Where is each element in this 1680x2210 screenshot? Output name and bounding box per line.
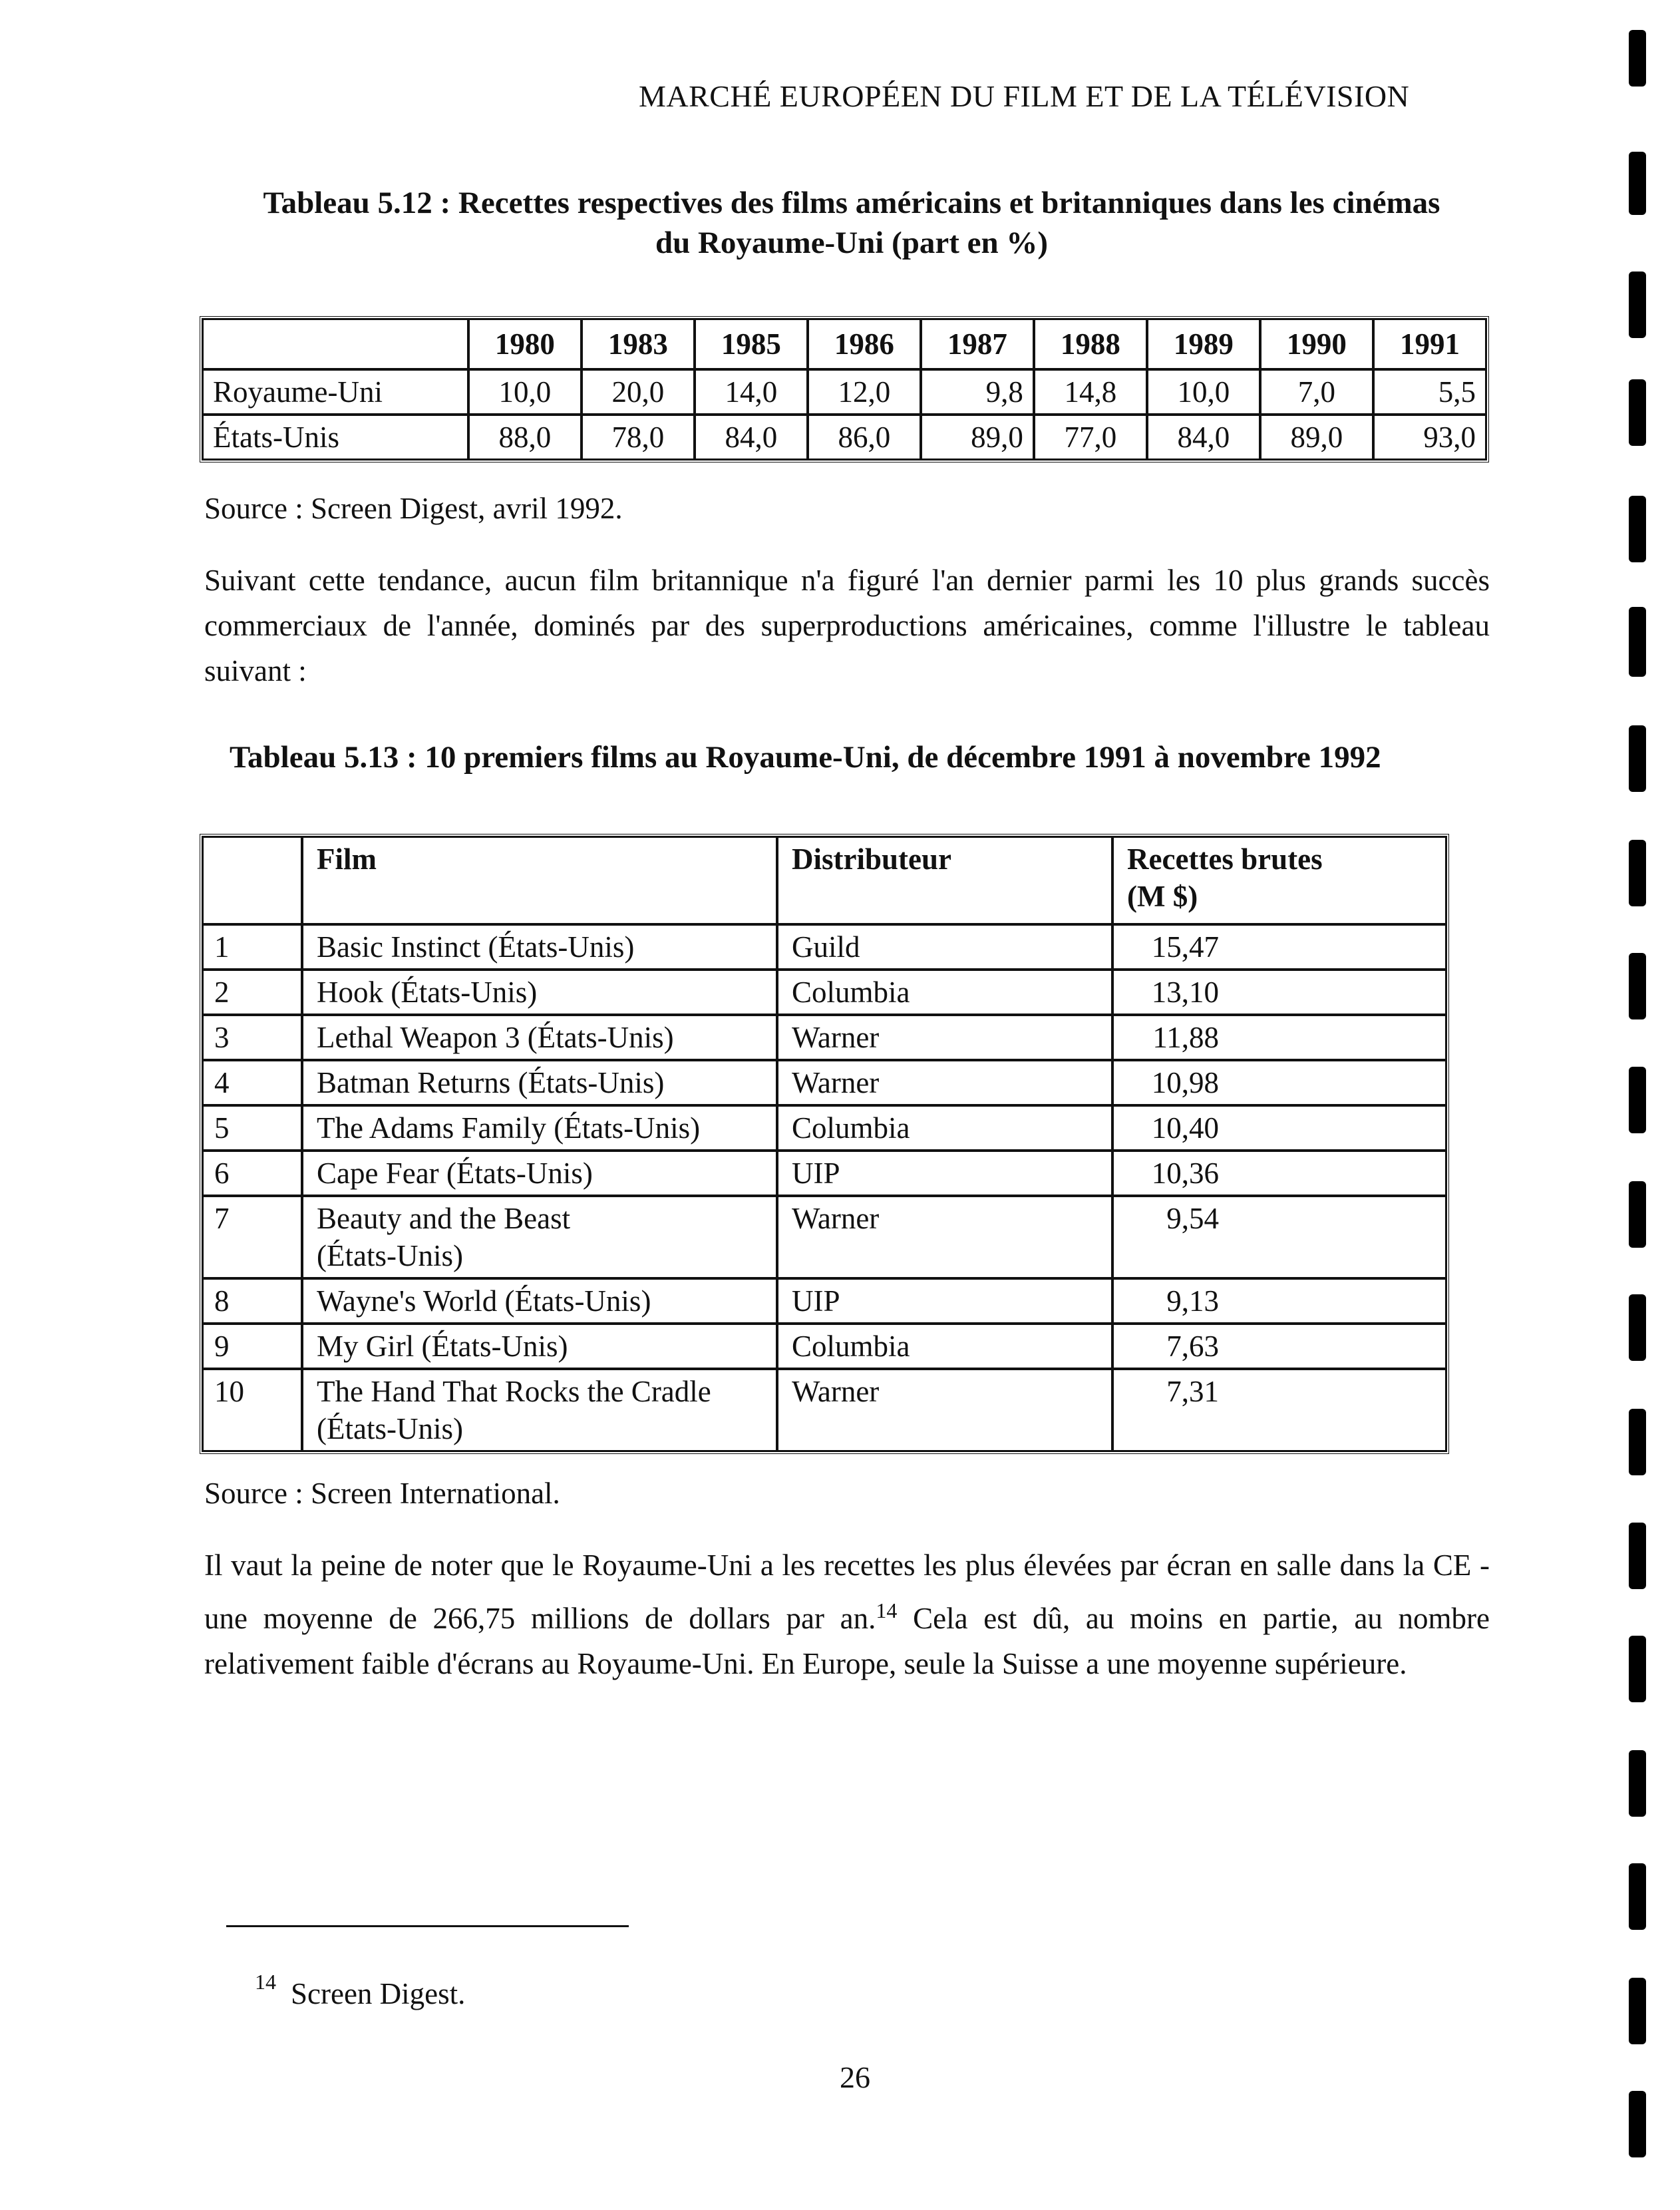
table1-year-header: 1989 (1147, 319, 1260, 369)
film-cell (302, 1105, 777, 1151)
film-cell (302, 970, 777, 1015)
table2-caption: Tableau 5.13 : 10 premiers films au Royaume-Uni, de décembre 1991 à novembre 1992 (230, 740, 1381, 775)
table-row (202, 1369, 1446, 1451)
rank-cell: 5 (202, 1105, 302, 1151)
running-head: MARCHÉ EUROPÉEN DU FILM ET DE LA TÉLÉVISION (639, 79, 1410, 113)
table1-cell: 7,0 (1260, 369, 1373, 415)
film-cell (302, 924, 777, 970)
film-title: Basic Instinct (États-Unis) (317, 930, 635, 964)
table1-cell: 14,0 (695, 369, 808, 415)
table1-cell: 20,0 (582, 369, 695, 415)
distributor-cell: Columbia (777, 970, 1112, 1015)
table2-gross-header (1112, 836, 1446, 924)
table2-top-films (200, 834, 1449, 1454)
film-cell (302, 1369, 777, 1451)
binding-mark (1629, 725, 1646, 792)
gross-cell: 10,98 (1112, 1060, 1446, 1105)
film-cell (302, 1324, 777, 1369)
table1-cell: 78,0 (582, 415, 695, 460)
table1-cell: 86,0 (808, 415, 921, 460)
gross-cell: 15,47 (1112, 924, 1446, 970)
table1-row-uk (202, 369, 1486, 415)
binding-mark (1629, 1067, 1646, 1133)
table1-revenue-share (200, 316, 1489, 462)
table2-gross-header-line1: Recettes brutes (1127, 842, 1323, 876)
binding-mark (1629, 30, 1646, 87)
table1-header-row (202, 319, 1486, 369)
rank-cell: 9 (202, 1324, 302, 1369)
table-row (202, 1324, 1446, 1369)
film-cell (302, 1060, 777, 1105)
film-cell (302, 1278, 777, 1324)
rank-cell: 1 (202, 924, 302, 970)
table1-cell: 93,0 (1373, 415, 1486, 460)
table1-year-header: 1986 (808, 319, 921, 369)
binding-mark (1629, 840, 1646, 906)
table2-header-row (202, 836, 1446, 924)
binding-mark (1629, 1409, 1646, 1475)
table1-cell: 10,0 (1147, 369, 1260, 415)
distributor-cell: UIP (777, 1278, 1112, 1324)
table2-rank-header (202, 836, 302, 924)
table1-cell: 89,0 (921, 415, 1034, 460)
binding-mark (1629, 272, 1646, 338)
table1-cell: 89,0 (1260, 415, 1373, 460)
film-cell (302, 1151, 777, 1196)
footnote-text: Screen Digest. (291, 1977, 466, 2010)
table1-corner-cell (202, 319, 468, 369)
distributor-cell: Columbia (777, 1324, 1112, 1369)
film-cell (302, 1196, 777, 1278)
binding-mark (1629, 2091, 1646, 2157)
binding-mark (1629, 1978, 1646, 2044)
table1-year-header: 1983 (582, 319, 695, 369)
footnote-rule (226, 1925, 629, 1927)
film-title: Cape Fear (États-Unis) (317, 1157, 593, 1190)
binding-mark (1629, 1636, 1646, 1702)
table1-cell: 12,0 (808, 369, 921, 415)
table1-year-header: 1990 (1260, 319, 1373, 369)
gross-cell: 9,13 (1112, 1278, 1446, 1324)
rank-cell: 4 (202, 1060, 302, 1105)
table2-gross-header-line2: (M $) (1127, 880, 1198, 913)
table1-cell: 14,8 (1034, 369, 1147, 415)
gross-cell: 11,88 (1112, 1015, 1446, 1060)
rank-cell: 10 (202, 1369, 302, 1451)
film-title: My Girl (États-Unis) (317, 1330, 568, 1363)
table1-caption (213, 183, 1490, 263)
film-title: The Adams Family (États-Unis) (317, 1111, 701, 1145)
table-row (202, 1105, 1446, 1151)
table1-caption-line1: Tableau 5.12 : Recettes respectives des films américains et britanniques dans les cinémas (263, 186, 1440, 220)
film-title: Wayne's World (États-Unis) (317, 1284, 651, 1318)
footnote (255, 1970, 465, 2011)
table1-cell: 77,0 (1034, 415, 1147, 460)
binding-mark (1629, 953, 1646, 1019)
distributor-cell: Warner (777, 1015, 1112, 1060)
gross-cell: 13,10 (1112, 970, 1446, 1015)
film-title: Lethal Weapon 3 (États-Unis) (317, 1021, 674, 1054)
table1-row-us (202, 415, 1486, 460)
table1-source: Source : Screen Digest, avril 1992. (204, 492, 623, 525)
table1-year-header: 1991 (1373, 319, 1486, 369)
table1-caption-line2: du Royaume-Uni (part en %) (655, 226, 1049, 260)
table1-row-label: Royaume-Uni (202, 369, 468, 415)
gross-cell: 9,54 (1112, 1196, 1446, 1278)
footnote-number: 14 (255, 1970, 276, 1994)
distributor-cell: Warner (777, 1369, 1112, 1451)
table1-row-label: États-Unis (202, 415, 468, 460)
distributor-cell: Columbia (777, 1105, 1112, 1151)
paragraph-2-text-a: Il vaut la peine de noter que le Royaume-Uni a les recettes les plus élevées par écran en salle dans la CE - une moyenne de 266,75 millions de dollars par an. (204, 1549, 1490, 1635)
footnote-reference: 14 (876, 1598, 898, 1622)
film-title-line2: (États-Unis) (317, 1239, 463, 1272)
film-title: Batman Returns (États-Unis) (317, 1066, 665, 1099)
distributor-cell: Warner (777, 1196, 1112, 1278)
table1-year-header: 1987 (921, 319, 1034, 369)
distributor-cell: Guild (777, 924, 1112, 970)
distributor-cell: Warner (777, 1060, 1112, 1105)
table-row (202, 1151, 1446, 1196)
binding-mark (1629, 379, 1646, 446)
table2-distributor-header: Distributeur (777, 836, 1112, 924)
gross-cell: 7,63 (1112, 1324, 1446, 1369)
rank-cell: 6 (202, 1151, 302, 1196)
binding-mark (1629, 1750, 1646, 1817)
table1-cell: 84,0 (1147, 415, 1260, 460)
paragraph-2-text-b: Cela est dû, au moins en partie, au nombre relativement faible d'écrans au Royaume-Uni. En Europe, seule la Suisse a une moyenne supérieure. (204, 1602, 1490, 1680)
film-cell (302, 1015, 777, 1060)
table-row (202, 1278, 1446, 1324)
binding-mark (1629, 1523, 1646, 1589)
film-title-line2: (États-Unis) (317, 1412, 463, 1445)
table1-cell: 84,0 (695, 415, 808, 460)
table1-cell: 88,0 (468, 415, 582, 460)
paragraph-1: Suivant cette tendance, aucun film britannique n'a figuré l'an dernier parmi les 10 plus grands succès commerciaux de l'année, dominés par des superproductions américaines, comme l'illustre le tableau suivant : (204, 564, 1490, 687)
table2-source: Source : Screen International. (204, 1477, 560, 1510)
film-title: Hook (États-Unis) (317, 976, 538, 1009)
table1-cell: 5,5 (1373, 369, 1486, 415)
binding-mark (1629, 152, 1646, 215)
film-title: The Hand That Rocks the Cradle (317, 1375, 711, 1408)
binding-mark (1629, 1294, 1646, 1361)
distributor-cell: UIP (777, 1151, 1112, 1196)
table-row (202, 924, 1446, 970)
rank-cell: 3 (202, 1015, 302, 1060)
table1-cell: 9,8 (921, 369, 1034, 415)
binding-mark (1629, 1863, 1646, 1930)
table-row (202, 970, 1446, 1015)
table2-film-header: Film (302, 836, 777, 924)
gross-cell: 7,31 (1112, 1369, 1446, 1451)
paragraph-2 (204, 1543, 1490, 1686)
rank-cell: 8 (202, 1278, 302, 1324)
binding-mark (1629, 607, 1646, 677)
film-title: Beauty and the Beast (317, 1202, 571, 1235)
binding-mark (1629, 496, 1646, 562)
table-row (202, 1060, 1446, 1105)
rank-cell: 7 (202, 1196, 302, 1278)
table-row (202, 1196, 1446, 1278)
table1-year-header: 1980 (468, 319, 582, 369)
table-row (202, 1015, 1446, 1060)
table1-year-header: 1988 (1034, 319, 1147, 369)
gross-cell: 10,40 (1112, 1105, 1446, 1151)
page-number: 26 (840, 2060, 870, 2094)
table1-cell: 10,0 (468, 369, 582, 415)
table1-year-header: 1985 (695, 319, 808, 369)
binding-mark (1629, 1181, 1646, 1248)
gross-cell: 10,36 (1112, 1151, 1446, 1196)
rank-cell: 2 (202, 970, 302, 1015)
